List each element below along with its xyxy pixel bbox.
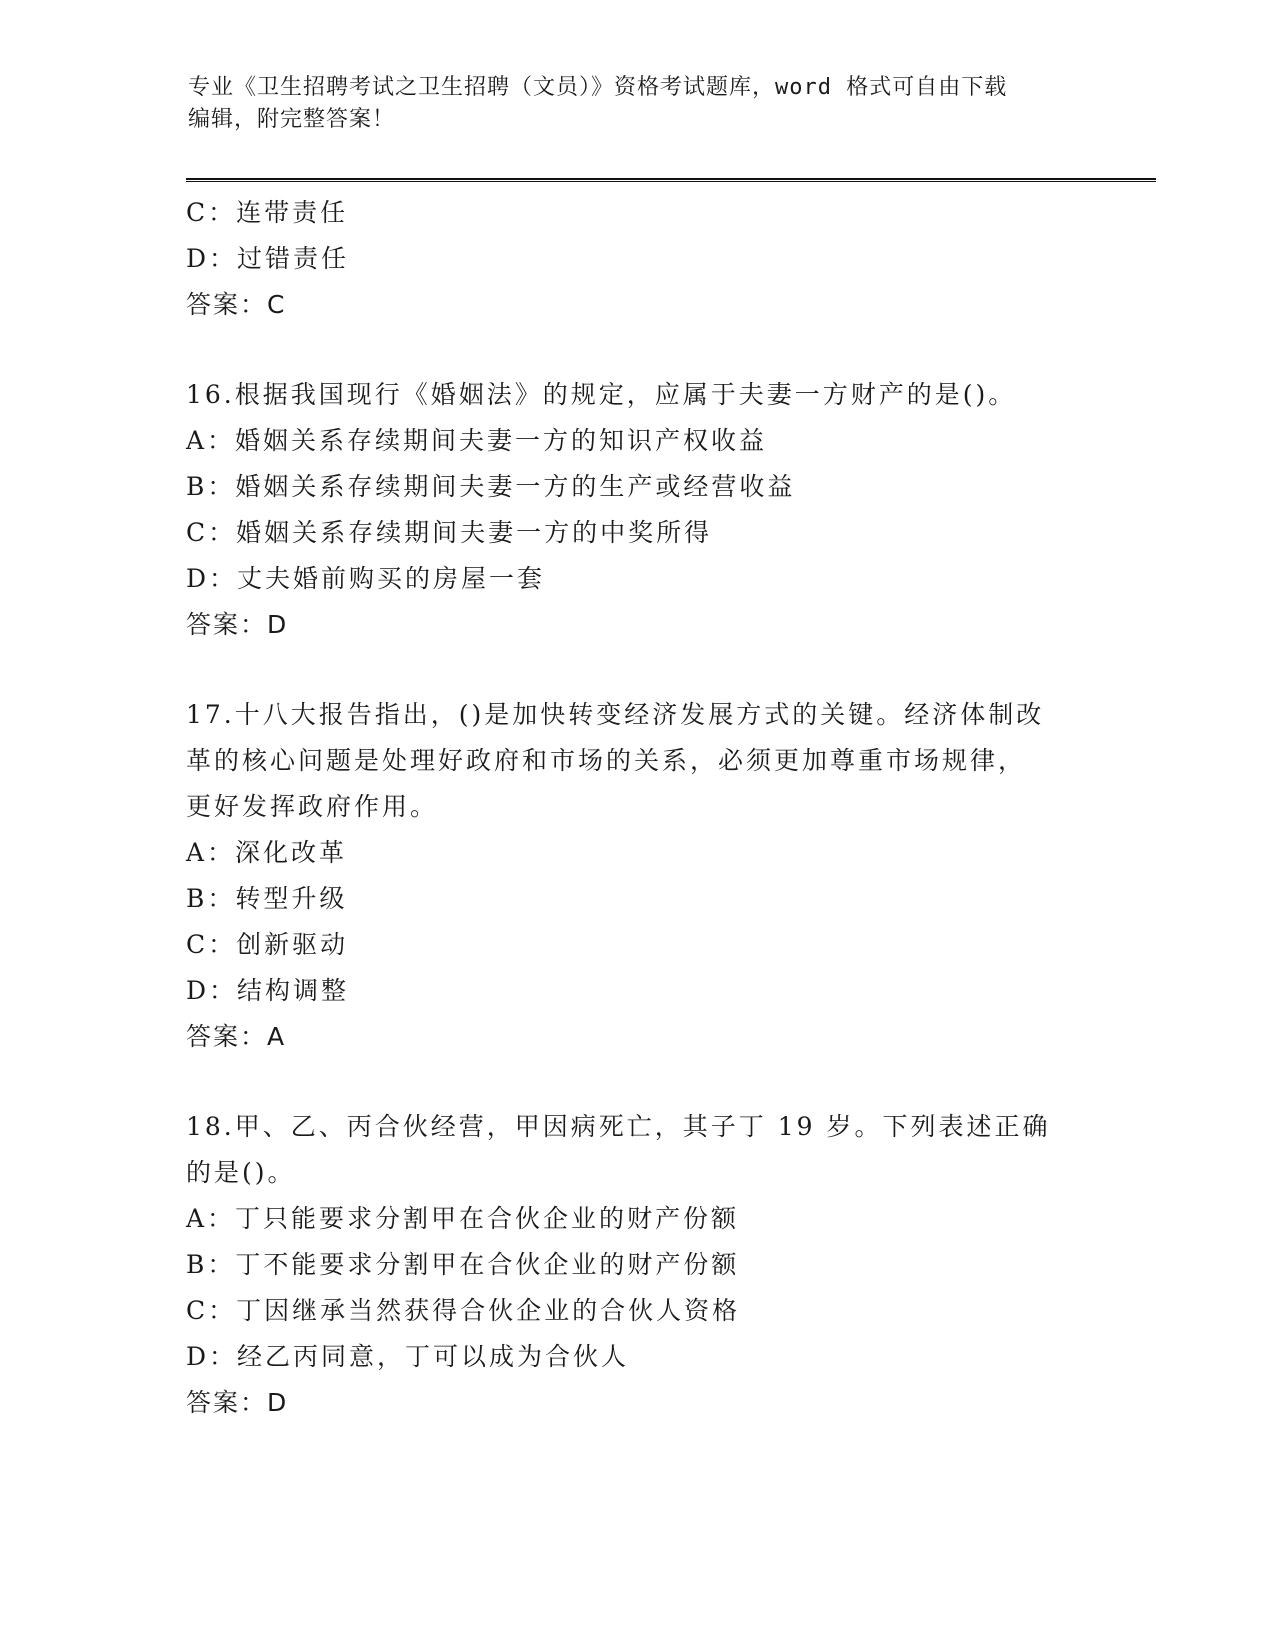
- option-c: C：创新驱动: [186, 930, 349, 959]
- header-divider: [186, 178, 1156, 182]
- answer-line: 答案：D: [186, 610, 289, 639]
- option-a: A：深化改革: [186, 838, 348, 867]
- option-b: B：丁不能要求分割甲在合伙企业的财产份额: [186, 1250, 740, 1279]
- option-a: A：婚姻关系存续期间夫妻一方的知识产权收益: [186, 426, 768, 455]
- option-b: B：转型升级: [186, 884, 348, 913]
- stem-line: 16.根据我国现行《婚姻法》的规定，应属于夫妻一方财产的是()。: [186, 380, 1017, 409]
- page-header: [188, 72, 1088, 136]
- header-title-line-2: 编辑，附完整答案！: [188, 107, 396, 132]
- answer-line: 答案：D: [186, 1388, 289, 1417]
- stem-line: 更好发挥政府作用。: [186, 792, 439, 821]
- question-stem: [186, 692, 1086, 830]
- stem-line: 18.甲、乙、丙合伙经营，甲因病死亡，其子丁 19 岁。下列表述正确: [186, 1112, 1051, 1141]
- question-16: [186, 372, 1086, 648]
- question-stem: [186, 372, 1086, 418]
- option-d: D：结构调整: [186, 976, 350, 1005]
- option-d: D：经乙丙同意，丁可以成为合伙人: [186, 1342, 630, 1371]
- option-c: C：连带责任: [186, 198, 349, 227]
- option-a: A：丁只能要求分割甲在合伙企业的财产份额: [186, 1204, 740, 1233]
- document-body: [186, 190, 1086, 1426]
- question-17: [186, 692, 1086, 1060]
- answer-line: 答案：A: [186, 1022, 287, 1051]
- stem-line: 革的核心问题是处理好政府和市场的关系，必须更加尊重市场规律，: [186, 746, 1027, 775]
- question-stem: [186, 1104, 1086, 1196]
- option-c: C：婚姻关系存续期间夫妻一方的中奖所得: [186, 518, 713, 547]
- answer-line: 答案：C: [186, 290, 287, 319]
- stem-line: 17.十八大报告指出，()是加快转变经济发展方式的关键。经济体制改: [186, 700, 1045, 729]
- option-d: D：过错责任: [186, 244, 350, 273]
- option-d: D：丈夫婚前购买的房屋一套: [186, 564, 546, 593]
- continued-question: [186, 190, 1086, 328]
- option-b: B：婚姻关系存续期间夫妻一方的生产或经营收益: [186, 472, 796, 501]
- stem-line: 的是()。: [186, 1158, 296, 1187]
- option-c: C：丁因继承当然获得合伙企业的合伙人资格: [186, 1296, 741, 1325]
- question-18: [186, 1104, 1086, 1426]
- header-title-line-1: 专业《卫生招聘考试之卫生招聘（文员）》资格考试题库，word 格式可自由下载: [188, 75, 1008, 100]
